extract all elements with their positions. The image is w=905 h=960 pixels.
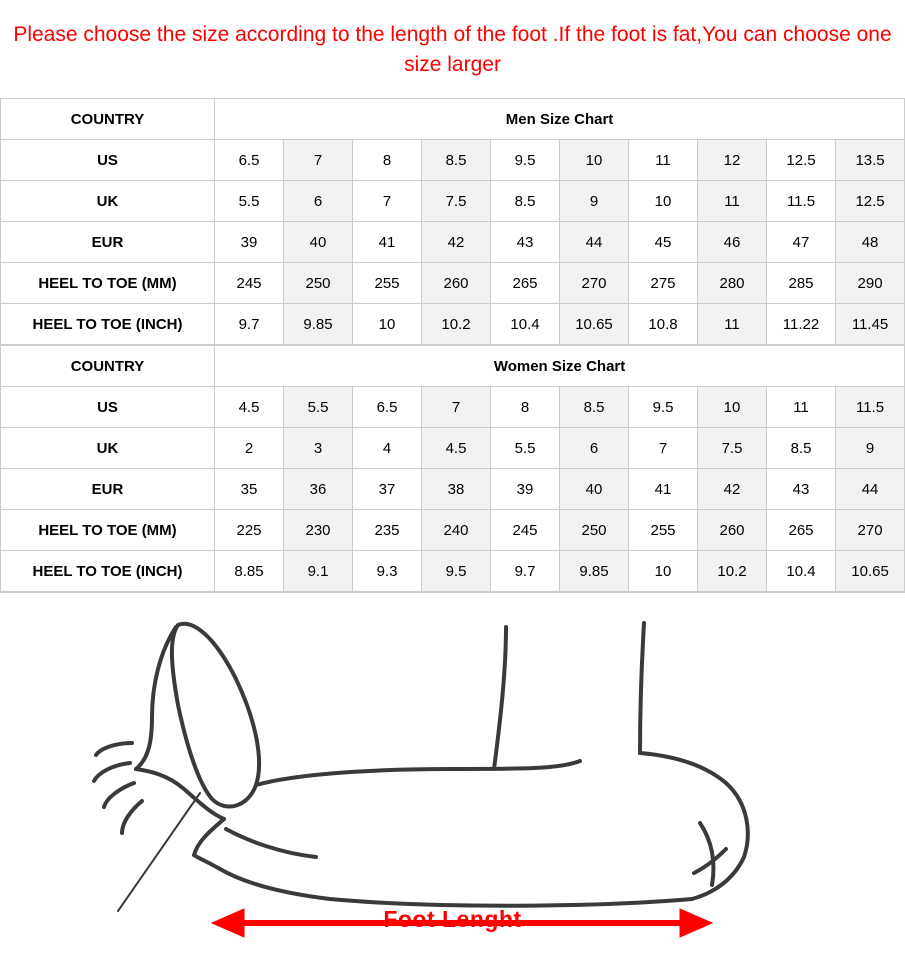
cell: 260 [422, 263, 491, 304]
cell: 6 [284, 181, 353, 222]
cell: 9.7 [215, 304, 284, 345]
cell: 235 [353, 510, 422, 551]
cell: 37 [353, 469, 422, 510]
women-row-label-us: US [1, 387, 215, 428]
cell: 250 [560, 510, 629, 551]
men-row-label-uk: UK [1, 181, 215, 222]
cell: 7 [284, 140, 353, 181]
cell: 255 [353, 263, 422, 304]
cell: 12 [698, 140, 767, 181]
cell: 9.85 [560, 551, 629, 592]
cell: 6 [560, 428, 629, 469]
cell: 7.5 [698, 428, 767, 469]
cell: 10 [698, 387, 767, 428]
cell: 265 [767, 510, 836, 551]
cell: 3 [284, 428, 353, 469]
table-row [1, 99, 905, 140]
table-row [1, 469, 905, 510]
cell: 255 [629, 510, 698, 551]
cell: 7 [422, 387, 491, 428]
cell: 9.1 [284, 551, 353, 592]
cell: 38 [422, 469, 491, 510]
women-row-label-heel-mm: HEEL TO TOE (MM) [1, 510, 215, 551]
cell: 6.5 [353, 387, 422, 428]
table-row [1, 263, 905, 304]
cell: 39 [215, 222, 284, 263]
women-row-label-uk: UK [1, 428, 215, 469]
women-country-header: COUNTRY [1, 346, 215, 387]
cell: 8.85 [215, 551, 284, 592]
cell: 40 [560, 469, 629, 510]
cell: 9.5 [422, 551, 491, 592]
cell: 11 [698, 304, 767, 345]
cell: 9.7 [491, 551, 560, 592]
cell: 11 [767, 387, 836, 428]
cell: 11.5 [836, 387, 905, 428]
cell: 245 [215, 263, 284, 304]
cell: 2 [215, 428, 284, 469]
cell: 270 [836, 510, 905, 551]
table-row [1, 551, 905, 592]
cell: 10 [629, 181, 698, 222]
cell: 9.5 [629, 387, 698, 428]
cell: 245 [491, 510, 560, 551]
cell: 8.5 [491, 181, 560, 222]
size-notice-text: Please choose the size according to the length of the foot .If the foot is fat,You can choose one size larger [13, 23, 892, 76]
cell: 4 [353, 428, 422, 469]
cell: 44 [836, 469, 905, 510]
cell: 13.5 [836, 140, 905, 181]
cell: 46 [698, 222, 767, 263]
cell: 10 [560, 140, 629, 181]
cell: 9.3 [353, 551, 422, 592]
foot-length-label: Foot Lenght [383, 906, 522, 932]
size-notice [0, 0, 905, 98]
cell: 10 [353, 304, 422, 345]
cell: 5.5 [491, 428, 560, 469]
cell: 4.5 [215, 387, 284, 428]
cell: 8.5 [560, 387, 629, 428]
cell: 41 [353, 222, 422, 263]
cell: 42 [698, 469, 767, 510]
cell: 8 [353, 140, 422, 181]
cell: 47 [767, 222, 836, 263]
cell: 6.5 [215, 140, 284, 181]
men-row-label-heel-inch: HEEL TO TOE (INCH) [1, 304, 215, 345]
cell: 8 [491, 387, 560, 428]
cell: 36 [284, 469, 353, 510]
cell: 44 [560, 222, 629, 263]
cell: 285 [767, 263, 836, 304]
cell: 11 [698, 181, 767, 222]
cell: 12.5 [836, 181, 905, 222]
table-row [1, 222, 905, 263]
cell: 43 [491, 222, 560, 263]
cell: 48 [836, 222, 905, 263]
cell: 5.5 [215, 181, 284, 222]
cell: 9.5 [491, 140, 560, 181]
cell: 240 [422, 510, 491, 551]
men-size-table [0, 98, 905, 345]
cell: 9 [560, 181, 629, 222]
cell: 43 [767, 469, 836, 510]
cell: 10.8 [629, 304, 698, 345]
foot-measure-diagram [0, 592, 905, 947]
cell: 10.2 [422, 304, 491, 345]
cell: 39 [491, 469, 560, 510]
table-row [1, 181, 905, 222]
cell: 270 [560, 263, 629, 304]
women-row-label-heel-inch: HEEL TO TOE (INCH) [1, 551, 215, 592]
men-chart-title: Men Size Chart [215, 99, 905, 140]
cell: 265 [491, 263, 560, 304]
men-row-label-eur: EUR [1, 222, 215, 263]
men-row-label-heel-mm: HEEL TO TOE (MM) [1, 263, 215, 304]
cell: 275 [629, 263, 698, 304]
cell: 280 [698, 263, 767, 304]
cell: 290 [836, 263, 905, 304]
cell: 11 [629, 140, 698, 181]
cell: 10.65 [836, 551, 905, 592]
table-row [1, 346, 905, 387]
cell: 225 [215, 510, 284, 551]
cell: 230 [284, 510, 353, 551]
cell: 250 [284, 263, 353, 304]
cell: 9.85 [284, 304, 353, 345]
cell: 8.5 [767, 428, 836, 469]
cell: 11.22 [767, 304, 836, 345]
cell: 8.5 [422, 140, 491, 181]
cell: 9 [836, 428, 905, 469]
cell: 10.4 [767, 551, 836, 592]
foot-outline-illustration [0, 593, 905, 947]
women-size-table [0, 345, 905, 592]
cell: 7 [353, 181, 422, 222]
cell: 41 [629, 469, 698, 510]
cell: 10.2 [698, 551, 767, 592]
cell: 5.5 [284, 387, 353, 428]
table-row [1, 510, 905, 551]
table-row [1, 304, 905, 345]
cell: 10.65 [560, 304, 629, 345]
cell: 45 [629, 222, 698, 263]
cell: 11.5 [767, 181, 836, 222]
cell: 11.45 [836, 304, 905, 345]
table-row [1, 428, 905, 469]
cell: 42 [422, 222, 491, 263]
cell: 10.4 [491, 304, 560, 345]
cell: 12.5 [767, 140, 836, 181]
table-row [1, 140, 905, 181]
cell: 7 [629, 428, 698, 469]
men-row-label-us: US [1, 140, 215, 181]
cell: 4.5 [422, 428, 491, 469]
cell: 40 [284, 222, 353, 263]
cell: 35 [215, 469, 284, 510]
women-row-label-eur: EUR [1, 469, 215, 510]
table-row [1, 387, 905, 428]
women-chart-title: Women Size Chart [215, 346, 905, 387]
cell: 7.5 [422, 181, 491, 222]
men-country-header: COUNTRY [1, 99, 215, 140]
cell: 10 [629, 551, 698, 592]
cell: 260 [698, 510, 767, 551]
